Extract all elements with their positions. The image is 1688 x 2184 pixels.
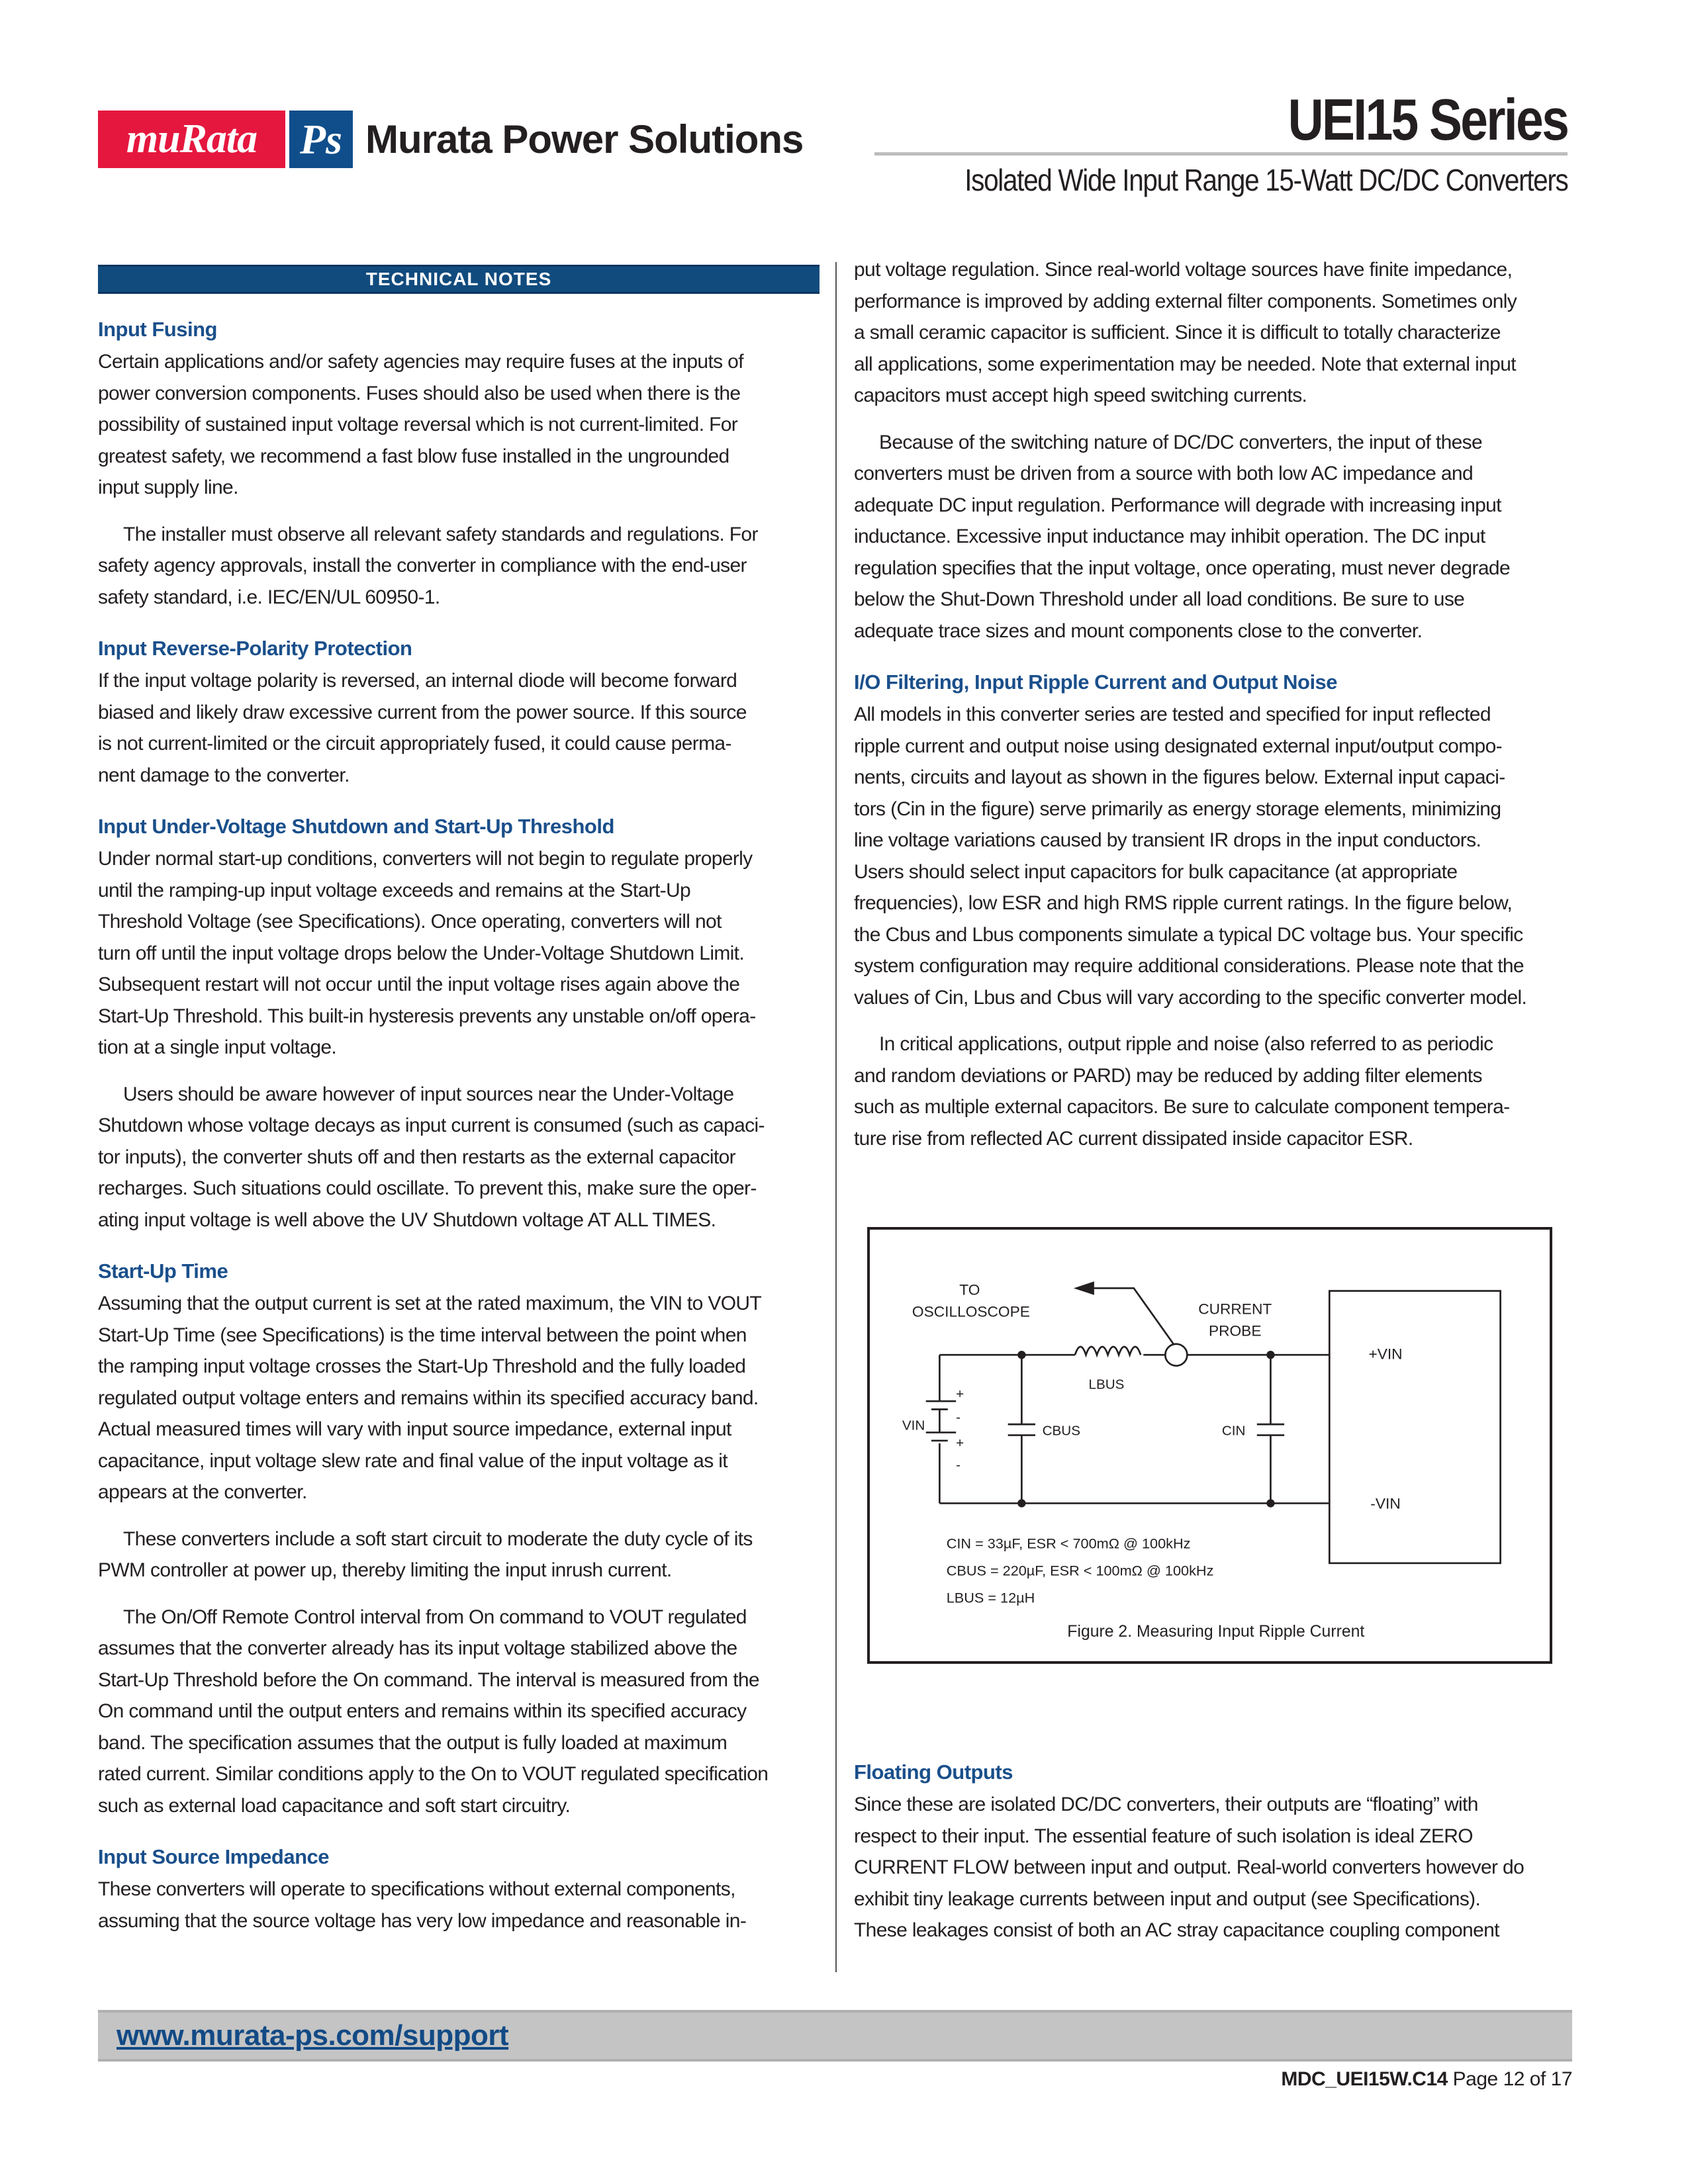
label-vin: VIN xyxy=(902,1418,925,1433)
paragraph: Under normal start-up conditions, converters will not begin to regulate properly until the ramping-up input voltage exceeds and remains at the Start-Up Threshold Voltage (see Specifications). Once operating, converters will not turn off until the input voltage drops below the Under-Voltage Shutdown Limit. Subsequent restart will not occur until the input voltage rises again above the Start-Up Threshold. This built-in hysteresis prevents any unstable on/off opera- tion at a single input voltage. xyxy=(98,848,756,1058)
battery-vin xyxy=(926,1401,956,1441)
label-plus: + xyxy=(956,1435,964,1451)
document-id: MDC_UEI15W.C14 xyxy=(1281,2068,1448,2090)
paragraph: In critical applications, output ripple and noise (also referred to as periodic and random deviations or PARD) may be reduced by adding filter elements such as multiple external capacitors. Be sure to calculate component tempera- ture rise from reflected AC current dissipated inside capacitor ESR. xyxy=(854,1033,1510,1150)
current-probe xyxy=(1165,1344,1187,1366)
section-bar-technical-notes: TECHNICAL NOTES xyxy=(98,265,820,294)
page-subtitle: Isolated Wide Input Range 15-Watt DC/DC Converters xyxy=(964,163,1568,197)
series-title: UEI15 Series xyxy=(1288,87,1568,152)
paragraph: All models in this converter series are tested and specified for input reflected ripple current and output noise using designated external input/output compo- nents, circuits and layout as shown in the figures below. External input capaci- tors (Cin in the figure) serve primarily as energy storage elements, minimizing line voltage variations caused by transient IR drops in the input conductors. Users should select input capacitors for bulk capacitance (at appropriate frequencies), low ESR and high RMS ripple current ratings. In the figure below, the Cbus and Lbus components simulate a typical DC voltage bus. Your specific system configuration may require additional considerations. Please note that the values of Cin, Lbus and Cbus will vary according to the specific converter model. xyxy=(854,704,1527,1009)
junction-dot xyxy=(1017,1499,1025,1507)
heading-floating-outputs: Floating Outputs xyxy=(854,1760,1013,1784)
paragraph: Certain applications and/or safety agencies may require fuses at the inputs of power conversion components. Fuses should also be used when there is the possibility of sustained input voltage reversal which is not current-limited. For greatest safety, we recommend a fast blow fuse installed in the ungrounded input supply line. xyxy=(98,351,743,498)
label-oscilloscope: OSCILLOSCOPE xyxy=(912,1302,1030,1320)
label-lbus: LBUS xyxy=(1088,1377,1125,1392)
junction-dot xyxy=(1266,1351,1274,1359)
paragraph: The installer must observe all relevant safety standards and regulations. For safety agency approvals, install the converter in compliance with the end-user safety standard, i.e. IEC/EN/UL 60950-1. xyxy=(98,523,758,608)
brand-name: Murata Power Solutions xyxy=(365,117,804,161)
spec-cin: CIN = 33µF, ESR < 700mΩ @ 100kHz xyxy=(946,1535,1191,1552)
heading-input-source-impedance: Input Source Impedance xyxy=(98,1845,330,1868)
heading-start-up-time: Start-Up Time xyxy=(98,1259,228,1283)
paragraph: The On/Off Remote Control interval from On command to VOUT regulated assumes that the converter already has its input voltage stabilized above the Start-Up Threshold before the On command. The interval is measured from the On command until the output enters and remains within its specified accuracy band. The specification assumes that the output is fully loaded at maximum rated current. Similar conditions apply to the On to VOUT regulated specification such as external load capacitance and soft start circuitry. xyxy=(98,1606,769,1817)
label-current: CURRENT xyxy=(1198,1300,1272,1318)
right-column xyxy=(854,254,1582,1169)
probe-lead xyxy=(1090,1288,1174,1343)
support-link[interactable]: www.murata-ps.com/support xyxy=(117,2019,509,2052)
left-column xyxy=(98,314,826,1952)
column-divider xyxy=(835,262,837,1972)
page-number xyxy=(1281,2068,1572,2091)
label-cbus: CBUS xyxy=(1042,1423,1080,1439)
label-plus-vin: +VIN xyxy=(1368,1345,1403,1363)
label-probe: PROBE xyxy=(1208,1322,1262,1340)
capacitor-cbus xyxy=(1008,1355,1035,1503)
heading-input-fusing: Input Fusing xyxy=(98,318,217,341)
murata-logo: muRata xyxy=(98,111,285,168)
label-cin: CIN xyxy=(1221,1423,1246,1439)
label-to: TO xyxy=(959,1281,980,1298)
figure-input-ripple-circuit xyxy=(867,1227,1552,1664)
page-indicator: Page 12 of 17 xyxy=(1452,2068,1572,2090)
heading-io-filtering: I/O Filtering, Input Ripple Current and Output Noise xyxy=(854,670,1338,694)
right-column-lower xyxy=(854,1737,1582,1962)
label-minus: - xyxy=(956,1457,961,1473)
inductor-lbus xyxy=(1075,1347,1141,1355)
ps-logo: Ps xyxy=(289,111,353,168)
heading-under-voltage: Input Under-Voltage Shutdown and Start-Up Threshold xyxy=(98,815,614,838)
paragraph: put voltage regulation. Since real-world voltage sources have finite impedance, performance is improved by adding external filter components. Sometimes only a small ceramic capacitor is sufficient. Since it is difficult to totally characterize all applications, some experimentation may be needed. Note that external input capacitors must accept high speed switching currents. xyxy=(854,259,1517,406)
junction-dot xyxy=(1266,1499,1274,1507)
footer-bar xyxy=(98,2010,1572,2062)
spec-cbus: CBUS = 220µF, ESR < 100mΩ @ 100kHz xyxy=(946,1562,1214,1579)
label-minus-vin: -VIN xyxy=(1370,1494,1401,1512)
arrow-icon xyxy=(1074,1281,1094,1295)
paragraph: Because of the switching nature of DC/DC converters, the input of these converters must be driven from a source with both low AC impedance and adequate DC input regulation. Performance will degrade with increasing input inductance. Excessive input inductance may inhibit operation. The DC input regulation specifies that the input voltage, once operating, must never degrade below the Shut-Down Threshold under all load conditions. Be sure to use adequate trace sizes and mount components close to the converter. xyxy=(854,431,1510,642)
junction-dot xyxy=(1017,1351,1025,1359)
circuit-diagram xyxy=(870,1230,1550,1661)
heading-reverse-polarity: Input Reverse-Polarity Protection xyxy=(98,637,412,660)
label-plus: + xyxy=(956,1387,964,1402)
figure-caption: Figure 2. Measuring Input Ripple Current xyxy=(1067,1623,1365,1641)
paragraph: If the input voltage polarity is reversed, an internal diode will become forward biased and likely draw excessive current from the power source. If this source is not current-limited or the circuit appropriately fused, it could cause perma- nent damage to the converter. xyxy=(98,670,747,786)
capacitor-cin xyxy=(1257,1355,1284,1503)
paragraph: Assuming that the output current is set at the rated maximum, the VIN to VOUT Start-Up Time (see Specifications) is the time interval between the point when the ramping input voltage crosses the Start-Up Threshold and the fully loaded regulated output voltage enters and remains within its specified accuracy band. Actual measured times will vary with input source impedance, external input capacitance, input voltage slew rate and final value of the input voltage as it appears at the converter. xyxy=(98,1293,762,1503)
paragraph: Users should be aware however of input sources near the Under-Voltage Shutdown whose voltage decays as input current is consumed (such as capaci- tor inputs), the converter shuts off and then restarts as the external capacitor recharges. Such situations could oscillate. To prevent this, make sure the oper- ating input voltage is well above the UV Shutdown voltage AT ALL TIMES. xyxy=(98,1083,765,1231)
paragraph: Since these are isolated DC/DC converters, their outputs are “floating” with respect to their input. The essential feature of such isolation is ideal ZERO CURRENT FLOW between input and output. Real-world converters however do exhibit tiny leakage currents between input and output (see Specifications). These leakages consist of both an AC stray capacitance coupling component xyxy=(854,1794,1524,1941)
label-minus: - xyxy=(956,1410,961,1425)
paragraph: These converters include a soft start circuit to moderate the duty cycle of its PWM controller at power up, thereby limiting the input inrush current. xyxy=(98,1527,753,1581)
paragraph: These converters will operate to specifications without external components, assuming that the source voltage has very low impedance and reasonable in- xyxy=(98,1878,747,1932)
converter-box xyxy=(1329,1291,1500,1563)
spec-lbus: LBUS = 12µH xyxy=(946,1589,1035,1606)
header-divider xyxy=(874,152,1568,156)
